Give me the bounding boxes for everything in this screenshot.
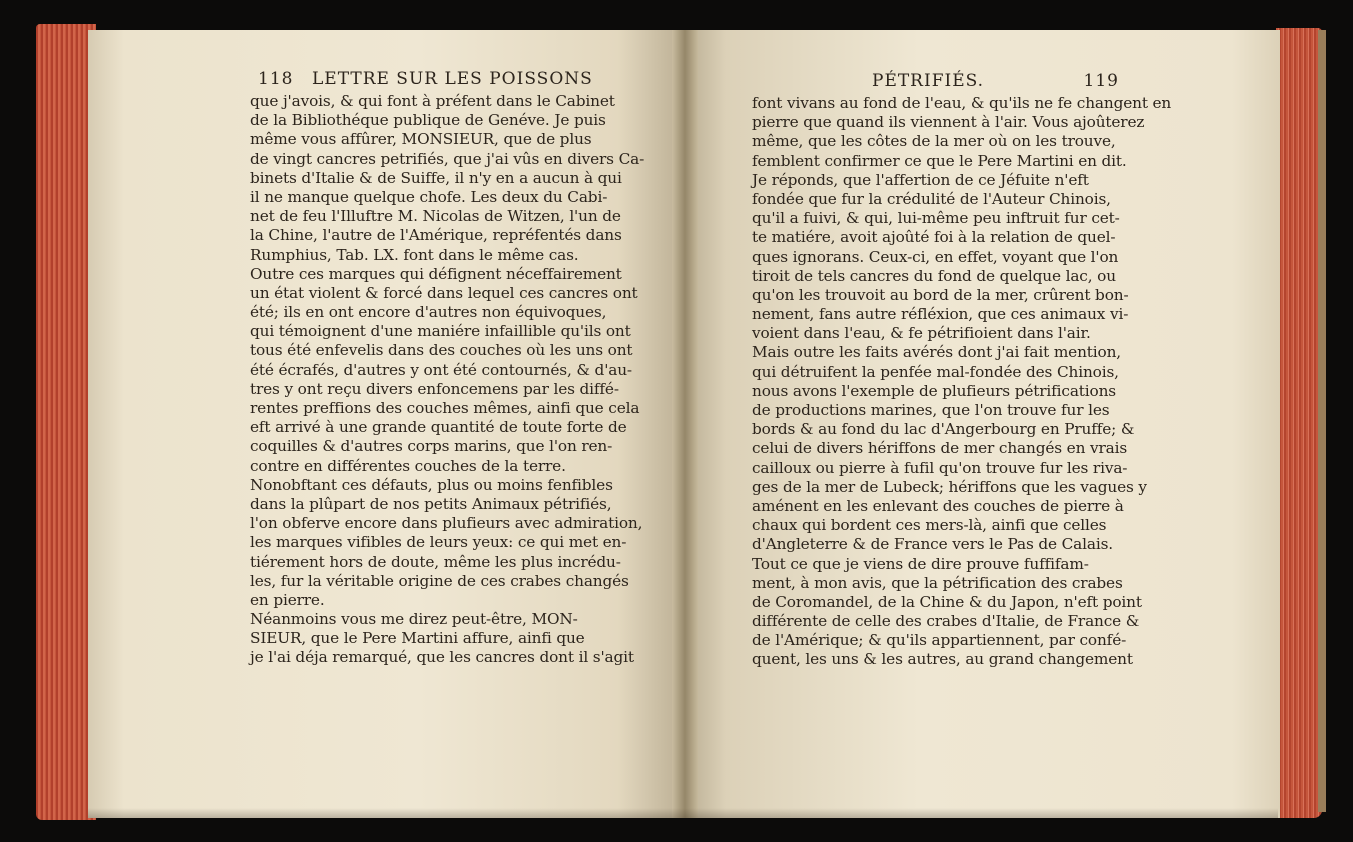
text-line: la Chine, l'autre de l'Amérique, repréfentés dans [250,226,622,245]
text-line: je l'ai déja remarqué, que les cancres dont il s'agit [250,648,634,667]
text-line: tiroit de tels cancres du fond de quelque lac, ou [752,266,1116,285]
text-line: tiérement hors de doute, même les plus incrédu- [250,552,621,571]
text-line: net de feu l'Illuftre M. Nicolas de Witzen, l'un de [250,207,621,226]
text-line: femblent confirmer ce que le Pere Martini en dit. [752,151,1127,170]
right-page-header [752,70,1125,92]
text-line: Mais outre les faits avérés dont j'ai fait mention, [752,343,1121,362]
text-line: de productions marines, que l'on trouve fur les [752,401,1110,419]
text-line: binets d'Italie & de Suiffe, il n'y en a aucun à qui [250,168,622,187]
text-line: celui de divers hériffons de mer changés en vrais [752,439,1128,458]
right-page-body [752,94,1172,670]
text-line: chaux qui bordent ces mers-là, ainfi que celles [752,516,1107,535]
text-line: l'on obferve encore dans plufieurs avec admiration, [250,514,643,533]
text-line: Je réponds, que l'affertion de ce Jéfuite n'eft [752,170,1089,189]
text-line: de la Bibliothéque publique de Genéve. Je puis [250,111,606,130]
text-line: tous été enfevelis dans des couches où les uns ont [250,341,633,360]
text-line: coquilles & d'autres corps marins, que l'on ren- [250,437,613,456]
text-line: qui témoignent d'une maniére infaillible qu'ils ont [250,322,631,341]
text-line: Rumphius, Tab. LX. font dans le même cas. [250,245,579,264]
left-page-number: 118 [258,69,294,89]
text-line: il ne manque quelque chofe. Les deux du Cabi- [250,187,608,206]
text-line: été écrafés, d'autres y ont été contournés, & d'au- [250,360,632,379]
book-gutter [672,30,698,818]
text-line: été; ils en ont encore d'autres non équivoques, [250,303,607,322]
text-line: eft arrivé à une grande quantité de toute forte de [250,418,627,437]
text-line: les, fur la véritable origine de ces crabes changés [250,571,629,590]
text-line: ges de la mer de Lubeck; hériffons que les vagues y [752,477,1147,496]
text-line: Outre ces marques qui défignent néceffairement [250,264,622,283]
text-line: rentes preffions des couches mêmes, ainfi que cela [250,399,640,417]
text-line: Nonobftant ces défauts, plus ou moins fenfibles [250,475,613,494]
left-page-body [250,92,645,668]
text-line: quent, les uns & les autres, au grand changement [752,650,1133,669]
left-page-edges [36,24,96,820]
text-line: qu'il a fuivi, & qui, lui-même peu inftruit fur cet- [752,209,1120,228]
right-page-edges [1276,28,1322,818]
text-line: fondée que fur la crédulité de l'Auteur Chinois, [752,189,1111,208]
text-line: pierre que quand ils viennent à l'air. Vous ajoûterez [752,113,1145,132]
text-line: SIEUR, que le Pere Martini affure, ainfi que [250,629,585,648]
text-line: dans la plûpart de nos petits Animaux pétrifiés, [250,494,612,513]
left-page-header [250,68,602,90]
text-line: qu'on les trouvoit au bord de la mer, crûrent bon- [752,285,1129,304]
left-running-head: LETTRE SUR LES POISSONS [312,69,593,89]
bottom-shadow [88,808,1278,818]
text-line: différente de celle des crabes d'Italie, de France & [752,612,1140,631]
text-line: même vous affûrer, MONSIEUR, que de plus [250,130,592,149]
right-cover-edge [1318,30,1326,812]
text-line: Tout ce que je viens de dire prouve fuffifam- [752,554,1089,573]
text-line: aménent en les enlevant des couches de pierre à [752,496,1124,515]
text-line: contre en différentes couches de la terre. [250,456,566,475]
text-line: ment, à mon avis, que la pétrification des crabes [752,573,1123,592]
text-line: que j'avois, & qui font à préfent dans le Cabinet [250,92,615,110]
right-page-number: 119 [1083,71,1119,91]
text-line: font vivans au fond de l'eau, & qu'ils ne fe changent en [752,94,1172,112]
text-line: cailloux ou pierre à fufil qu'on trouve fur les riva- [752,458,1128,477]
text-line: de vingt cancres petrifiés, que j'ai vûs en divers Ca- [250,149,645,168]
text-line: les marques vifibles de leurs yeux: ce qui met en- [250,533,627,552]
text-line: de Coromandel, de la Chine & du Japon, n'eft point [752,592,1142,611]
text-line: en pierre. [250,590,325,609]
text-line: te matiére, avoit ajoûté foi à la relation de quel- [752,228,1116,247]
text-line: Néanmoins vous me direz peut-être, MON- [250,610,578,629]
text-line: bords & au fond du lac d'Angerbourg en Pruffe; & [752,420,1135,439]
text-line: d'Angleterre & de France vers le Pas de Calais. [752,535,1114,554]
text-line: voient dans l'eau, & fe pétrifioient dans l'air. [752,324,1091,343]
text-line: de l'Amérique; & qu'ils appartiennent, par confé- [752,631,1127,650]
text-line: qui détruifent la penfée mal-fondée des Chinois, [752,362,1119,381]
text-line: ques ignorans. Ceux-ci, en effet, voyant que l'on [752,247,1119,266]
right-page-text [752,70,1172,670]
text-line: même, que les côtes de la mer où on les trouve, [752,132,1116,151]
left-page-text [250,68,645,668]
text-line: tres y ont reçu divers enfoncemens par les diffé- [250,379,619,398]
right-running-head: PÉTRIFIÉS. [872,71,985,91]
text-line: nement, fans autre réfléxion, que ces animaux vi- [752,305,1129,324]
text-line: un état violent & forcé dans lequel ces cancres ont [250,283,638,302]
text-line: nous avons l'exemple de plufieurs pétrifications [752,381,1117,400]
